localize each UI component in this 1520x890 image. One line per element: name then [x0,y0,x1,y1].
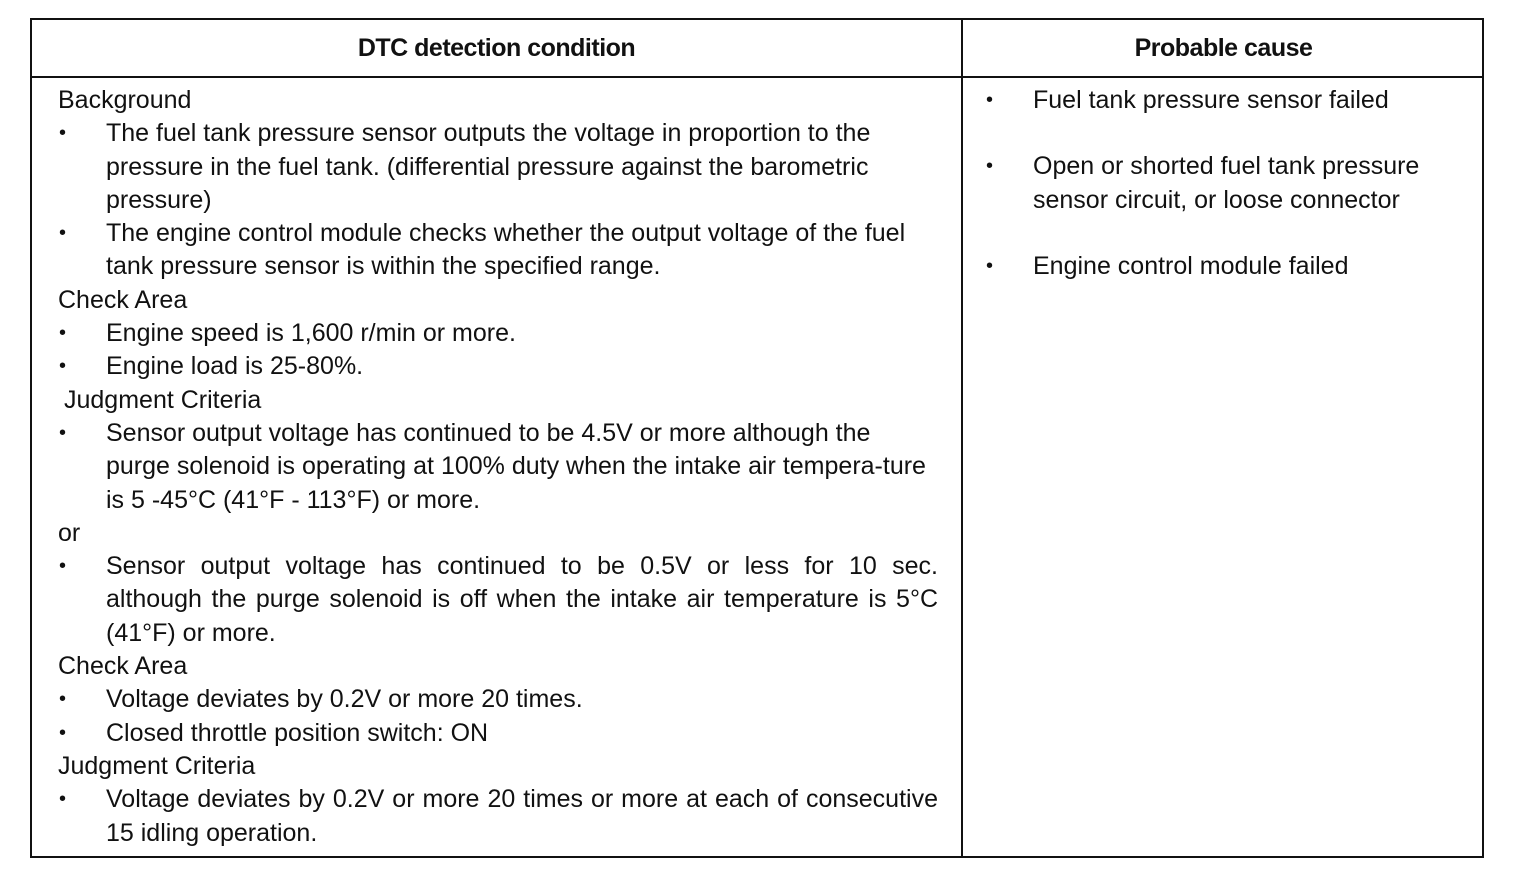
dtc-table [30,18,1484,858]
judgment-criteria-item-text: Sensor output voltage has continued to be 4.5V or more although the purge solenoid is operating at 100% duty when the intake air tempera-ture is 5 -45°C (41°F - 113°F) or more. [106,418,926,514]
background-heading: Background [58,86,192,114]
detection-condition-cell [58,84,938,850]
check-area-item-text: Engine load is 25-80%. [106,352,364,381]
bullet-icon: • [59,355,67,378]
table-header-row [32,20,1482,78]
background-item-text: The engine control module checks whether the output voltage of the fuel tank pressure sensor is within the specified range. [106,219,906,281]
check-area-item [58,317,938,350]
bullet-icon: • [59,222,67,245]
bullet-icon: • [59,322,67,345]
check-area-heading: Check Area [58,652,188,681]
probable-cause-text: Open or shorted fuel tank pressure sensor circuit, or loose connector [1033,152,1420,214]
judgment-criteria-heading: Judgment Criteria [58,751,256,780]
probable-cause-cell [985,84,1475,316]
bullet-icon: • [59,688,67,711]
bullet-icon: • [986,89,994,111]
or-text: or [58,518,81,547]
bullet-icon: • [986,254,994,277]
check-area-item [58,350,938,383]
judgment-criteria-item [58,417,938,517]
background-item-text: The fuel tank pressure sensor outputs the voltage in proportion to the pressure in the fuel tank. (differential pressure against the barometric pressure) [106,119,871,214]
check-area-item-text: Closed throttle position switch: ON [106,718,489,747]
probable-cause-item [985,150,1475,217]
check-area-item-text: Engine speed is 1,600 r/min or more. [106,319,516,348]
probable-cause-item [985,84,1475,117]
background-item [58,217,938,284]
check-area-item-text: Voltage deviates by 0.2V or more 20 times. [106,685,583,714]
probable-cause-item [985,250,1475,283]
bullet-icon: • [59,555,67,578]
judgment-criteria-item [58,550,938,650]
column-divider [961,20,963,856]
probable-cause-text: Engine control module failed [1033,251,1349,280]
bullet-icon: • [59,122,67,145]
probable-cause-text: Fuel tank pressure sensor failed [1033,86,1389,114]
bullet-icon: • [59,788,67,811]
judgment-criteria-item-text: Sensor output voltage has continued to be 0.5V or less for 10 sec. although the purge solenoid is off when the intake air temperature is 5°C (41°F) or more. [106,552,938,647]
background-item [58,117,938,217]
bullet-icon: • [59,721,67,744]
header-probable-cause: Probable cause [1134,33,1313,62]
check-area-heading: Check Area [58,285,188,314]
check-area-item [58,717,938,750]
bullet-icon: • [59,421,67,444]
judgment-criteria-item-text: Voltage deviates by 0.2V or more 20 times or more at each of consecutive 15 idling operation. [106,785,938,847]
judgment-criteria-item [58,783,938,850]
check-area-item [58,683,938,716]
judgment-criteria-heading: Judgment Criteria [64,385,262,414]
bullet-icon: • [986,155,994,178]
header-dtc-detection-condition: DTC detection condition [357,33,636,62]
